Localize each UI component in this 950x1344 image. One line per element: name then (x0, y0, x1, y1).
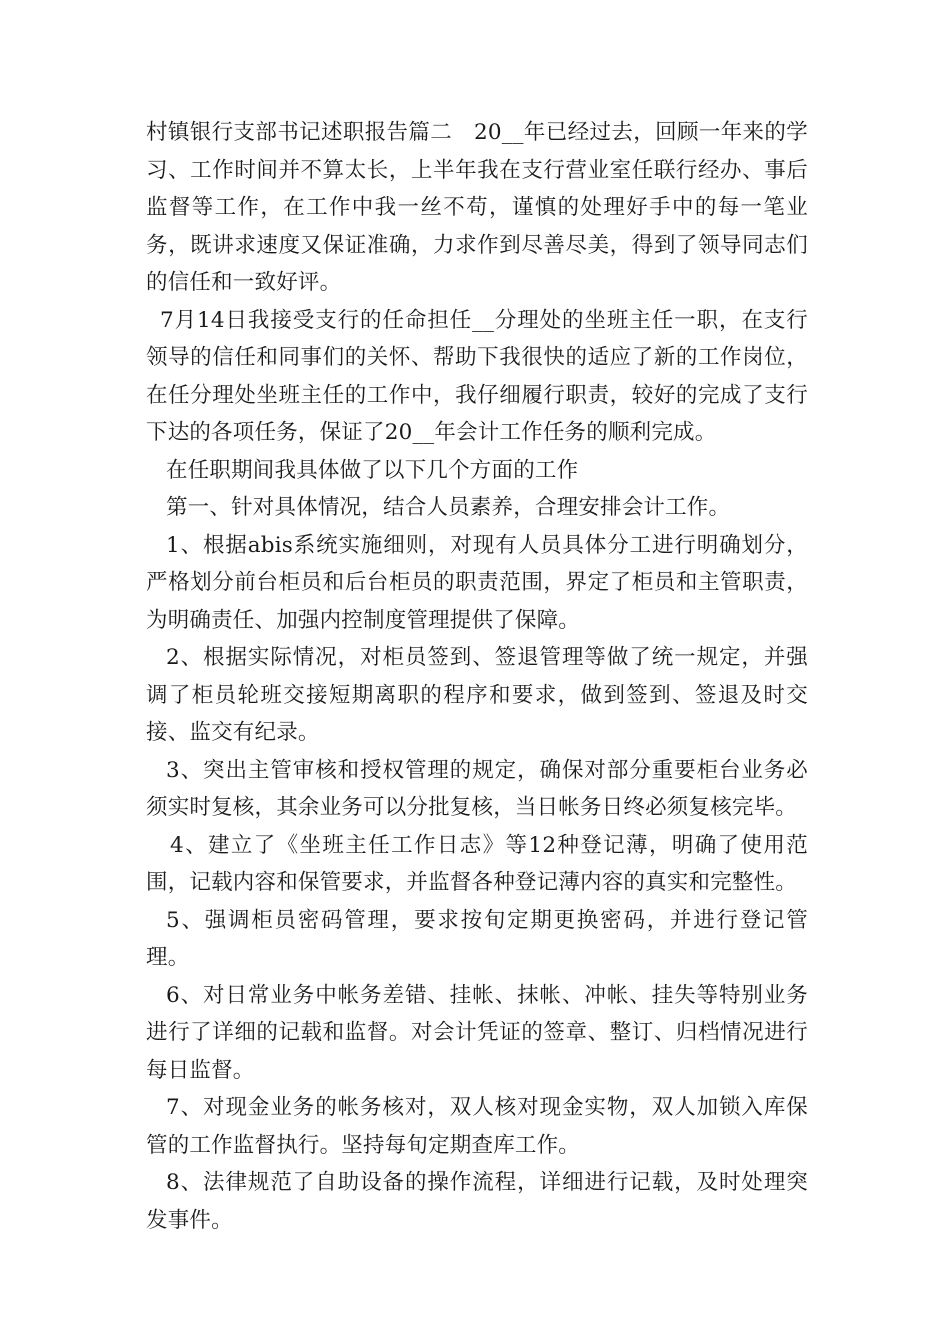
paragraph-appointment: 7月14日我接受支行的任命担任__分理处的坐班主任一职，在支行领导的信任和同事们的关怀、帮助下我很快的适应了新的工作岗位，在任分理处坐班主任的工作中，我仔细履行职责，较好的完成了支行下达的各项任务，保证了20__年会计工作任务的顺利完成。 (146, 307, 808, 445)
list-item-6: 6、对日常业务中帐务差错、挂帐、抹帐、冲帐、挂失等特别业务进行了详细的记载和监督。对会计凭证的签章、整订、归档情况进行每日监督。 (146, 982, 808, 1083)
list-item-1: 1、根据abis系统实施细则，对现有人员具体分工进行明确划分，严格划分前台柜员和后台柜员的职责范围，界定了柜员和主管职责，为明确责任、加强内控制度管理提供了保障。 (146, 532, 808, 633)
list-item-2: 2、根据实际情况，对柜员签到、签退管理等做了统一规定，并强调了柜员轮班交接短期离职的程序和要求，做到签到、签退及时交接、监交有纪录。 (146, 645, 808, 745)
list-item-5: 5、强调柜员密码管理，要求按旬定期更换密码，并进行登记管理。 (146, 907, 808, 970)
list-item-4: 4、建立了《坐班主任工作日志》等12种登记薄，明确了使用范围，记载内容和保管要求，并监督各种登记薄内容的真实和完整性。 (146, 832, 808, 895)
list-item-7: 7、对现金业务的帐务核对，双人核对现金实物，双人加锁入库保管的工作监督执行。坚持每旬定期查库工作。 (146, 1095, 808, 1158)
document-body (146, 114, 808, 1239)
paragraph-section-one: 第一、针对具体情况，结合人员素养，合理安排会计工作。 (166, 495, 731, 520)
list-item-3: 3、突出主管审核和授权管理的规定，确保对部分重要柜台业务必须实时复核，其余业务可以分批复核，当日帐务日终必须复核完毕。 (146, 757, 808, 820)
list-item-8: 8、法律规范了自助设备的操作流程，详细进行记载，及时处理突发事件。 (146, 1170, 808, 1233)
paragraph-intro: 村镇银行支部书记述职报告篇二 20__年已经过去，回顾一年来的学习、工作时间并不算太长，上半年我在支行营业室任联行经办、事后监督等工作，在工作中我一丝不苟，谨慎的处理好手中的每一笔业务，既讲求速度又保证准确，力求作到尽善尽美，得到了领导同志们的信任和一致好评。 (146, 120, 808, 295)
paragraph-work-summary-heading: 在任职期间我具体做了以下几个方面的工作 (166, 457, 579, 483)
